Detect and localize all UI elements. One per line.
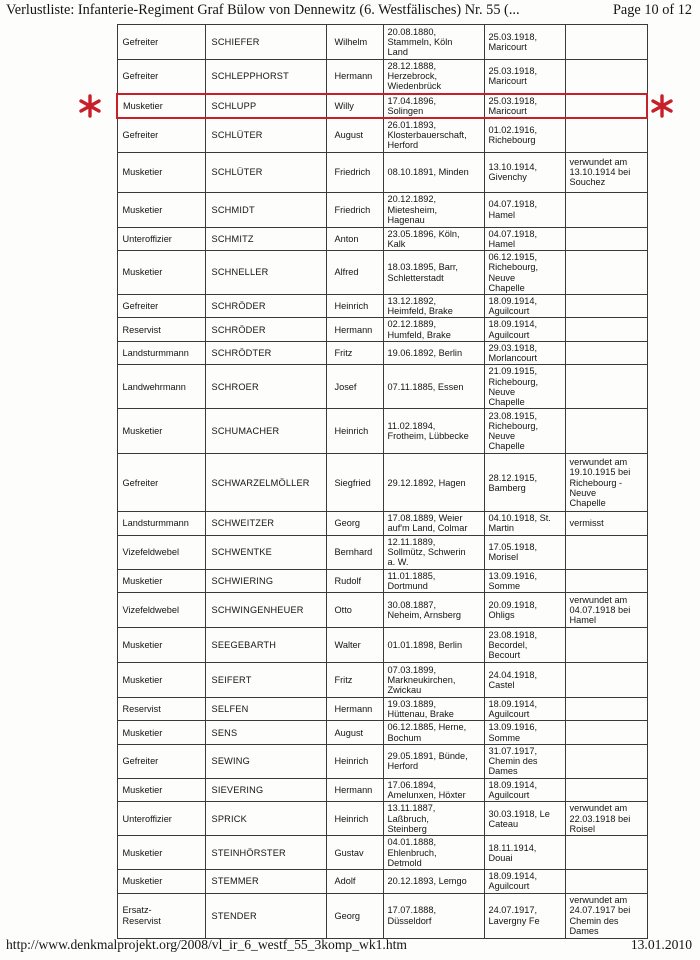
death-cell: 25.03.1918, Maricourt <box>484 25 565 60</box>
given-name-cell: Heinrich <box>326 409 383 454</box>
death-cell: 31.07.1917, Chemin des Dames <box>484 744 565 778</box>
given-name-cell: Wilhelm <box>326 25 383 60</box>
table-row <box>117 628 647 663</box>
asterisk-icon <box>78 94 102 118</box>
rank-cell: Unteroffizier <box>117 227 205 250</box>
given-name-cell: Willy <box>326 94 383 118</box>
remark-cell <box>565 409 647 454</box>
surname-cell: SENS <box>205 721 326 744</box>
death-cell: 30.03.1918, Le Cateau <box>484 802 565 836</box>
rank-cell: Musketier <box>117 569 205 592</box>
source-url: http://www.denkmalprojekt.org/2008/vl_ir_6_westf_55_3komp_wk1.htm <box>6 937 407 952</box>
rank-cell: Gefreiter <box>117 454 205 512</box>
given-name-cell: Anton <box>326 227 383 250</box>
birth-cell: 29.05.1891, Bünde, Herford <box>383 744 484 778</box>
rank-cell: Gefreiter <box>117 744 205 778</box>
birth-cell: 19.06.1892, Berlin <box>383 341 484 364</box>
given-name-cell: Friedrich <box>326 152 383 192</box>
death-cell: 04.10.1918, St. Martin <box>484 512 565 535</box>
birth-cell: 11.01.1885, Dortmund <box>383 569 484 592</box>
remark-cell <box>565 227 647 250</box>
table-row <box>117 318 647 341</box>
death-cell: 18.11.1914, Douai <box>484 836 565 870</box>
table-row <box>117 341 647 364</box>
surname-cell: SCHLÜTER <box>205 118 326 152</box>
casualty-table <box>116 24 648 939</box>
rank-cell: Gefreiter <box>117 118 205 152</box>
birth-cell: 20.08.1880, Stammeln, Köln Land <box>383 25 484 60</box>
remark-cell <box>565 535 647 569</box>
birth-cell: 08.10.1891, Minden <box>383 152 484 192</box>
rank-cell: Gefreiter <box>117 60 205 94</box>
death-cell: 17.05.1918, Morisel <box>484 535 565 569</box>
surname-cell: STENDER <box>205 893 326 938</box>
remark-cell <box>565 870 647 893</box>
surname-cell: SELFEN <box>205 698 326 721</box>
death-cell: 13.10.1914, Givenchy <box>484 152 565 192</box>
given-name-cell: Hermann <box>326 698 383 721</box>
death-cell: 13.09.1916, Somme <box>484 721 565 744</box>
rank-cell: Landsturmmann <box>117 341 205 364</box>
surname-cell: SCHLUPP <box>205 94 326 118</box>
birth-cell: 17.07.1888, Düsseldorf <box>383 893 484 938</box>
given-name-cell: Otto <box>326 593 383 628</box>
table-row <box>117 365 647 409</box>
rank-cell: Vizefeldwebel <box>117 593 205 628</box>
death-cell: 18.09.1914, Aguilcourt <box>484 778 565 801</box>
remark-cell: verwundet am 19.10.1915 bei Richebourg - Neuve Chapelle <box>565 454 647 512</box>
table-row <box>117 535 647 569</box>
print-date: 13.01.2010 <box>630 937 692 952</box>
surname-cell: SCHMITZ <box>205 227 326 250</box>
remark-cell <box>565 628 647 663</box>
death-cell: 04.07.1918, Hamel <box>484 227 565 250</box>
table-row <box>117 295 647 318</box>
remark-cell <box>565 569 647 592</box>
birth-cell: 02.12.1889, Humfeld, Brake <box>383 318 484 341</box>
rank-cell: Landsturmmann <box>117 512 205 535</box>
birth-cell: 29.12.1892, Hagen <box>383 454 484 512</box>
given-name-cell: Hermann <box>326 60 383 94</box>
table-row <box>117 593 647 628</box>
surname-cell: SEIFERT <box>205 663 326 698</box>
table-row <box>117 870 647 893</box>
remark-cell <box>565 663 647 698</box>
surname-cell: SPRICK <box>205 802 326 836</box>
table-row <box>117 802 647 836</box>
remark-cell <box>565 698 647 721</box>
death-cell: 06.12.1915, Richebourg, Neuve Chapelle <box>484 251 565 295</box>
birth-cell: 23.05.1896, Köln, Kalk <box>383 227 484 250</box>
given-name-cell: Heinrich <box>326 802 383 836</box>
surname-cell: SCHWEITZER <box>205 512 326 535</box>
death-cell: 18.09.1914, Aguilcourt <box>484 318 565 341</box>
birth-cell: 28.12.1888, Herzebrock, Wiedenbrück <box>383 60 484 94</box>
remark-cell: verwundet am 04.07.1918 bei Hamel <box>565 593 647 628</box>
remark-cell: vermisst <box>565 512 647 535</box>
remark-cell <box>565 778 647 801</box>
page-header <box>6 2 692 24</box>
death-cell: 25.03.1918, Maricourt <box>484 60 565 94</box>
given-name-cell: Adolf <box>326 870 383 893</box>
remark-cell: verwundet am 22.03.1918 bei Roisel <box>565 802 647 836</box>
table-row <box>117 663 647 698</box>
given-name-cell: August <box>326 721 383 744</box>
surname-cell: SIEVERING <box>205 778 326 801</box>
birth-cell: 19.03.1889, Hüttenau, Brake <box>383 698 484 721</box>
surname-cell: SCHNELLER <box>205 251 326 295</box>
given-name-cell: Siegfried <box>326 454 383 512</box>
surname-cell: SCHRÖDTER <box>205 341 326 364</box>
given-name-cell: Rudolf <box>326 569 383 592</box>
given-name-cell: August <box>326 118 383 152</box>
death-cell: 18.09.1914, Aguilcourt <box>484 698 565 721</box>
remark-cell: verwundet am 13.10.1914 bei Souchez <box>565 152 647 192</box>
table-row <box>117 251 647 295</box>
death-cell: 20.09.1918, Ohligs <box>484 593 565 628</box>
asterisk-icon <box>650 94 674 118</box>
document-title: Verlustliste: Infanterie-Regiment Graf Bülow von Dennewitz (6. Westfälisches) Nr. 55 (... <box>6 2 520 18</box>
surname-cell: SCHMIDT <box>205 192 326 227</box>
rank-cell: Musketier <box>117 251 205 295</box>
rank-cell: Musketier <box>117 94 205 118</box>
death-cell: 18.09.1914, Aguilcourt <box>484 870 565 893</box>
casualty-table-body <box>117 25 647 939</box>
remark-cell <box>565 318 647 341</box>
birth-cell: 12.11.1889, Sollmütz, Schwerin a. W. <box>383 535 484 569</box>
table-row <box>117 118 647 152</box>
rank-cell: Musketier <box>117 152 205 192</box>
death-cell: 23.08.1918, Becordel, Becourt <box>484 628 565 663</box>
given-name-cell: Fritz <box>326 341 383 364</box>
given-name-cell: Georg <box>326 893 383 938</box>
given-name-cell: Gustav <box>326 836 383 870</box>
table-row <box>117 512 647 535</box>
remark-cell <box>565 365 647 409</box>
given-name-cell: Hermann <box>326 778 383 801</box>
birth-cell: 30.08.1887, Neheim, Arnsberg <box>383 593 484 628</box>
birth-cell: 17.04.1896, Solingen <box>383 94 484 118</box>
birth-cell: 07.11.1885, Essen <box>383 365 484 409</box>
remark-cell <box>565 118 647 152</box>
given-name-cell: Walter <box>326 628 383 663</box>
death-cell: 21.09.1915, Richebourg, Neuve Chapelle <box>484 365 565 409</box>
given-name-cell: Heinrich <box>326 295 383 318</box>
death-cell: 18.09.1914, Aguilcourt <box>484 295 565 318</box>
rank-cell: Reservist <box>117 318 205 341</box>
death-cell: 24.04.1918, Castel <box>484 663 565 698</box>
remark-cell <box>565 192 647 227</box>
rank-cell: Landwehrmann <box>117 365 205 409</box>
death-cell: 04.07.1918, Hamel <box>484 192 565 227</box>
page-number: Page 10 of 12 <box>612 2 692 18</box>
remark-cell <box>565 94 647 118</box>
rank-cell: Musketier <box>117 778 205 801</box>
remark-cell <box>565 744 647 778</box>
table-row <box>117 409 647 454</box>
birth-cell: 13.11.1887, Laßbruch, Steinberg <box>383 802 484 836</box>
rank-cell: Reservist <box>117 698 205 721</box>
remark-cell <box>565 251 647 295</box>
surname-cell: SCHLEPPHORST <box>205 60 326 94</box>
birth-cell: 04.01.1888, Ehlenbruch, Detmold <box>383 836 484 870</box>
remark-cell <box>565 295 647 318</box>
surname-cell: SCHWIERING <box>205 569 326 592</box>
remark-cell <box>565 60 647 94</box>
death-cell: 13.09.1916, Somme <box>484 569 565 592</box>
remark-cell <box>565 341 647 364</box>
surname-cell: SCHUMACHER <box>205 409 326 454</box>
rank-cell: Musketier <box>117 721 205 744</box>
birth-cell: 17.08.1889, Weier auf'm Land, Colmar <box>383 512 484 535</box>
rank-cell: Ersatz- Reservist <box>117 893 205 938</box>
birth-cell: 17.06.1894, Amelunxen, Höxter <box>383 778 484 801</box>
surname-cell: SEEGEBARTH <box>205 628 326 663</box>
surname-cell: SCHRÖDER <box>205 318 326 341</box>
surname-cell: SCHWENTKE <box>205 535 326 569</box>
table-row <box>117 454 647 512</box>
table-row-highlighted <box>117 94 647 118</box>
rank-cell: Musketier <box>117 870 205 893</box>
rank-cell: Gefreiter <box>117 295 205 318</box>
rank-cell: Vizefeldwebel <box>117 535 205 569</box>
remark-cell <box>565 721 647 744</box>
surname-cell: SCHLÜTER <box>205 152 326 192</box>
birth-cell: 20.12.1893, Lemgo <box>383 870 484 893</box>
remark-cell <box>565 25 647 60</box>
surname-cell: STEMMER <box>205 870 326 893</box>
remark-cell: verwundet am 24.07.1917 bei Chemin des Dames <box>565 893 647 938</box>
table-row <box>117 893 647 938</box>
given-name-cell: Hermann <box>326 318 383 341</box>
birth-cell: 20.12.1892, Mietesheim, Hagenau <box>383 192 484 227</box>
given-name-cell: Josef <box>326 365 383 409</box>
given-name-cell: Bernhard <box>326 535 383 569</box>
rank-cell: Unteroffizier <box>117 802 205 836</box>
surname-cell: SCHROER <box>205 365 326 409</box>
given-name-cell: Fritz <box>326 663 383 698</box>
given-name-cell: Heinrich <box>326 744 383 778</box>
given-name-cell: Georg <box>326 512 383 535</box>
table-row <box>117 227 647 250</box>
table-row <box>117 60 647 94</box>
surname-cell: SCHIEFER <box>205 25 326 60</box>
birth-cell: 11.02.1894, Frotheim, Lübbecke <box>383 409 484 454</box>
birth-cell: 06.12.1885, Herne, Bochum <box>383 721 484 744</box>
death-cell: 23.08.1915, Richebourg, Neuve Chapelle <box>484 409 565 454</box>
table-row <box>117 25 647 60</box>
death-cell: 28.12.1915, Bamberg <box>484 454 565 512</box>
rank-cell: Musketier <box>117 192 205 227</box>
birth-cell: 13.12.1892, Heimfeld, Brake <box>383 295 484 318</box>
death-cell: 29.03.1918, Morlancourt <box>484 341 565 364</box>
surname-cell: SCHWARZELMÖLLER <box>205 454 326 512</box>
rank-cell: Musketier <box>117 836 205 870</box>
rank-cell: Gefreiter <box>117 25 205 60</box>
rank-cell: Musketier <box>117 628 205 663</box>
table-row <box>117 152 647 192</box>
remark-cell <box>565 836 647 870</box>
birth-cell: 01.01.1898, Berlin <box>383 628 484 663</box>
surname-cell: SEWING <box>205 744 326 778</box>
table-row <box>117 569 647 592</box>
table-row <box>117 778 647 801</box>
death-cell: 25.03.1918, Maricourt <box>484 94 565 118</box>
death-cell: 01.02.1916, Richebourg <box>484 118 565 152</box>
surname-cell: STEINHÖRSTER <box>205 836 326 870</box>
given-name-cell: Friedrich <box>326 192 383 227</box>
surname-cell: SCHRÖDER <box>205 295 326 318</box>
birth-cell: 18.03.1895, Barr, Schletterstadt <box>383 251 484 295</box>
table-row <box>117 836 647 870</box>
table-row <box>117 698 647 721</box>
surname-cell: SCHWINGENHEUER <box>205 593 326 628</box>
birth-cell: 26.01.1893, Klosterbauerschaft, Herford <box>383 118 484 152</box>
table-row <box>117 744 647 778</box>
table-row <box>117 721 647 744</box>
given-name-cell: Alfred <box>326 251 383 295</box>
death-cell: 24.07.1917, Lavergny Fe <box>484 893 565 938</box>
rank-cell: Musketier <box>117 663 205 698</box>
page-footer <box>6 937 692 957</box>
table-row <box>117 192 647 227</box>
rank-cell: Musketier <box>117 409 205 454</box>
birth-cell: 07.03.1899, Markneukirchen, Zwickau <box>383 663 484 698</box>
